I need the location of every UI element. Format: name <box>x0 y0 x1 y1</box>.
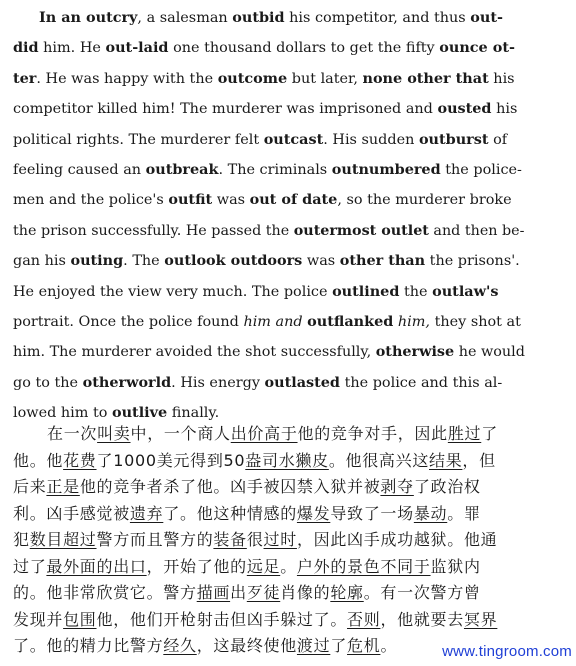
keyword-translation: 数目超过 <box>29 530 97 549</box>
text-segment: 。有一次警方曾 <box>363 583 481 602</box>
text-segment: 他。他 <box>13 450 64 470</box>
keyword: out- <box>470 9 503 26</box>
keyword-translation: 花费 <box>63 450 97 470</box>
english-line <box>13 277 525 307</box>
text-segment: 导致了一场 <box>330 503 414 523</box>
text-segment: 利。凶手感觉被 <box>13 503 130 523</box>
keyword-translation: 爆发 <box>296 503 331 523</box>
keyword: outing <box>70 252 124 270</box>
text-segment: 他的竞争对手，因此 <box>297 424 448 443</box>
keyword-translation: 危机 <box>347 636 381 655</box>
text-segment: 后来 <box>13 477 47 496</box>
text-segment: the police- <box>440 161 522 178</box>
text-segment: 。 <box>380 636 398 655</box>
english-line <box>13 307 525 337</box>
keyword: otherwise <box>375 344 455 361</box>
text-segment: 了1000美元得到50 <box>96 450 246 470</box>
keyword-translation: 最外面的出口 <box>46 556 147 576</box>
keyword: outnumbered <box>331 160 441 178</box>
keyword-translation: 遗弃 <box>129 503 164 523</box>
text-segment: but later, <box>287 70 363 87</box>
chinese-line <box>13 554 538 581</box>
keyword: outlasted <box>264 373 340 391</box>
text-segment: one thousand dollars to get the fifty <box>168 40 440 57</box>
text-segment: him. The murderer avoided the shot successfully, <box>13 344 376 361</box>
keyword: none other that <box>362 69 489 87</box>
text-segment: gan his <box>13 253 71 270</box>
text-segment: he would <box>454 344 525 361</box>
keyword: outbreak <box>145 160 219 178</box>
keyword-translation: 过时 <box>263 530 297 549</box>
text-segment: 的。他非常欣赏它。警方 <box>13 583 197 602</box>
text-segment: 。罪 <box>447 503 481 523</box>
text-segment: 出 <box>230 583 247 602</box>
keyword: outlive <box>112 404 168 422</box>
text-segment: him. He <box>38 40 106 57</box>
text-segment: . He was happy with the <box>36 70 218 87</box>
keyword: outlaw's <box>432 282 499 300</box>
chinese-line <box>13 607 538 634</box>
text-segment: 过了 <box>13 556 47 576</box>
text-segment: was <box>212 192 250 209</box>
keyword: outcome <box>217 69 288 87</box>
text-segment: men and the police's <box>13 192 169 209</box>
keyword: outermost outlet <box>293 222 429 239</box>
text-segment: was <box>302 253 340 270</box>
english-line <box>13 155 525 185</box>
text-segment: 他，他们开枪射击但凶手躲过了。 <box>96 609 348 629</box>
text-segment: they shot at <box>430 313 521 330</box>
keyword: outcast <box>263 130 324 148</box>
text-segment: 警方而且警方的 <box>96 530 214 549</box>
text-segment: and then be- <box>428 222 525 239</box>
english-line <box>13 246 525 276</box>
chinese-line <box>13 448 538 475</box>
keyword-translation: 描画 <box>196 583 231 602</box>
text-segment: his competitor, and thus <box>284 10 471 26</box>
keyword-translation: 胜过 <box>447 424 482 443</box>
keyword: outburst <box>418 130 489 148</box>
text-segment: . The <box>123 253 165 270</box>
chinese-line <box>13 580 538 607</box>
text-segment: 了政治权 <box>413 477 481 496</box>
keyword-translation: 正是 <box>46 477 80 496</box>
text-segment: lowed him to <box>13 405 112 422</box>
keyword-translation: 包围 <box>63 609 97 629</box>
english-line <box>13 368 525 398</box>
keyword-translation: 装备 <box>213 530 247 549</box>
english-line <box>13 125 525 155</box>
text-segment: political rights. The murderer felt <box>13 131 264 148</box>
text-segment: him, <box>397 313 430 330</box>
text-segment: ，因此凶手成功越狱。他通 <box>296 530 498 549</box>
text-segment: 在一次 <box>47 424 98 443</box>
keyword: otherworld <box>82 373 172 391</box>
chinese-line <box>13 501 538 528</box>
keyword-translation: 歹徒 <box>246 583 281 602</box>
text-segment: ，这最终使他 <box>196 636 297 655</box>
english-line <box>13 94 525 124</box>
keyword-translation: 冥界 <box>463 609 498 629</box>
text-segment: of <box>488 131 508 148</box>
text-segment: go to the <box>13 374 83 391</box>
keyword: outbid <box>232 9 285 26</box>
keyword-translation: 暴动 <box>413 503 448 523</box>
english-passage <box>13 3 525 428</box>
keyword-translation: 盎司水獭皮 <box>245 450 329 470</box>
text-segment: the prisons'. <box>425 253 520 270</box>
english-line <box>13 64 525 94</box>
text-segment: 犯 <box>13 530 30 549</box>
english-line <box>13 185 525 215</box>
text-segment: 监狱内 <box>430 556 481 576</box>
text-segment: the <box>399 283 433 300</box>
keyword: outlook outdoors <box>164 252 303 270</box>
english-line <box>13 337 525 367</box>
keyword: did <box>13 39 39 57</box>
watermark: www.tingroom.com <box>442 643 572 660</box>
text-segment: , a salesman <box>137 10 233 26</box>
text-segment: his <box>491 101 518 118</box>
text-segment: portrait. Once the police found <box>13 313 244 330</box>
text-segment: ，他就要去 <box>380 609 464 629</box>
keyword-translation: 否则 <box>347 609 381 629</box>
text-segment: the police and this al- <box>340 374 503 391</box>
text-segment: competitor killed him! The murderer was imprisoned and <box>13 101 438 118</box>
text-segment: He enjoyed the view very much. The police <box>13 283 333 300</box>
keyword: ousted <box>437 100 492 118</box>
text-segment: 很 <box>246 530 264 549</box>
chinese-line <box>13 421 538 448</box>
text-segment: . The criminals <box>218 161 332 178</box>
text-segment: 中，一个商人 <box>130 424 231 443</box>
text-segment: his <box>488 70 515 87</box>
text-segment: 。他很高兴这 <box>328 450 430 470</box>
text-segment: 发现并 <box>13 609 64 629</box>
text-segment: 他的竞争者杀了他。凶手被囚禁入狱并被 <box>79 477 381 496</box>
keyword-translation: 剥夺 <box>380 477 414 496</box>
text-segment: 了。他这种情感的 <box>163 503 297 523</box>
chinese-line <box>13 527 538 554</box>
text-segment: . His energy <box>171 374 265 391</box>
keyword-translation: 出价高于 <box>230 424 298 443</box>
text-segment: the prison successfully. He passed the <box>13 222 294 239</box>
english-line <box>13 216 525 246</box>
keyword-translation: 户外的景色 <box>296 556 381 576</box>
keyword-translation: 经久 <box>163 636 197 655</box>
text-segment: ，但 <box>462 450 496 470</box>
keyword: outfit <box>168 191 213 209</box>
chinese-translation <box>13 421 538 660</box>
chinese-line <box>13 474 538 501</box>
keyword-translation: 叫卖 <box>97 424 131 443</box>
text-segment: 。 <box>280 556 297 576</box>
text-segment: 了 <box>330 636 348 655</box>
keyword: out-laid <box>105 39 169 57</box>
keyword: outflanked <box>307 312 394 330</box>
keyword: ter <box>13 69 37 87</box>
text-segment: . His sudden <box>323 131 419 148</box>
keyword-translation: 轮廓 <box>330 583 364 602</box>
text-segment: 了 <box>481 424 498 443</box>
keyword: out of date <box>249 191 338 209</box>
keyword-translation: 渡过 <box>296 636 331 655</box>
text-segment: ，开始了他的 <box>146 556 247 576</box>
keyword: outlined <box>332 282 400 300</box>
text-segment: 了。他的精力比警方 <box>13 636 164 655</box>
keyword: other than <box>339 252 426 270</box>
keyword: ounce ot- <box>439 39 515 57</box>
text-segment: him and <box>243 313 303 330</box>
keyword: In an outcry <box>39 9 138 26</box>
text-segment: 肖像的 <box>280 583 331 602</box>
text-segment: finally. <box>167 405 220 422</box>
text-segment: feeling caused an <box>13 161 146 178</box>
keyword-translation: 远足 <box>246 556 281 576</box>
english-line <box>13 33 525 63</box>
english-line <box>13 3 525 33</box>
keyword-translation: 结果 <box>429 450 463 470</box>
keyword-translation: 不同于 <box>380 556 431 576</box>
text-segment: , so the murderer broke <box>337 192 512 209</box>
